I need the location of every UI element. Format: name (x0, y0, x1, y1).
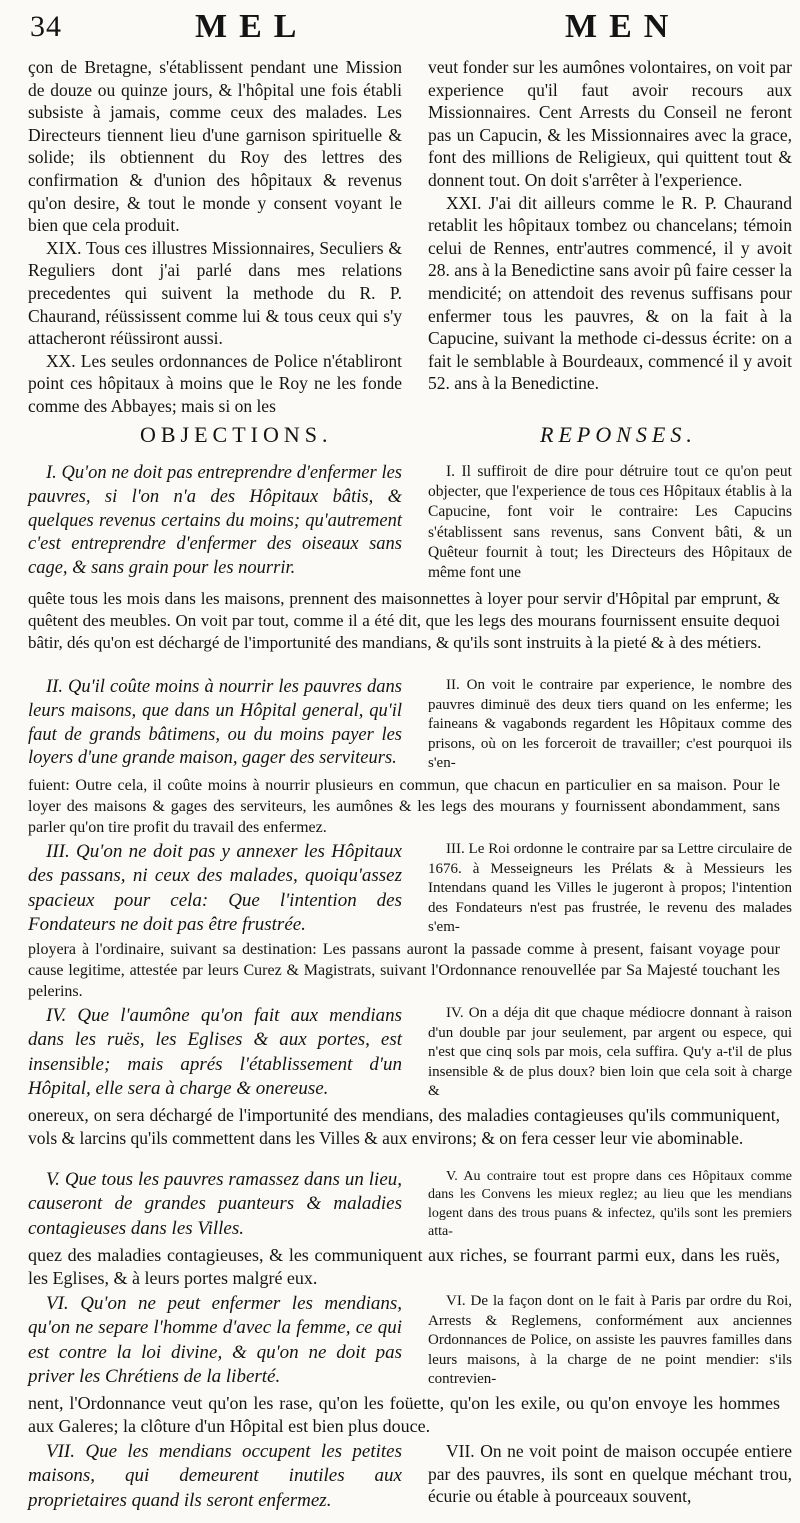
response-text: VII. On ne voit point de maison occupée entiere par des pauvres, ils sont en quelque méchant trou, écurie ou étable à pourceaux souvent, (428, 1441, 792, 1507)
response-text: quête tous les mois dans les maisons, prennent des maisonnettes à loyer pour servir d'Hôpital par emprunt, & quêtent des meubles. On voit par tout, comme il a été dit, que les legs des mourans fournissent ensuite dequoi bâtir, dés qu'on est déchargé de l'importunité des mandians, & qu'ils sont instruits à la pieté & à des métiers. (28, 589, 780, 652)
objection-1 (28, 462, 402, 581)
response-text: onereux, on sera déchargé de l'importunité des mendians, des maladies contagieuses qu'ils communiquent, vols & larcins qu'ils commettent dans les Villes & aux environs; & on fera cesser leur vie abominable. (28, 1105, 780, 1148)
paragraph-xix: XIX. Tous ces illustres Missionnaires, Seculiers & Reguliers dont j'ai parlé dans mes relations precedentes qui suivent la methode du R. P. Chaurand, réüssissent comme lui & tous ceux qui s'y attacheront réüssiront aussi. (28, 237, 402, 349)
paragraph-xxi: XXI. J'ai dit ailleurs comme le R. P. Chaurand retablit les hôpitaux tombez ou chancelans; témoin celui de Rennes, entr'autres commencé, il y avoit 28. ans à la Benedictine sans avoir pû faire cesser la mendicité; on attendoit des revenus suffisans pour enfermer tous les pauvres, & on la fait à la Capucine, suivant la methode ci-dessus écrite: on a fait le semblable à Bourdeaux, commencé il y avoit 52. ans à la Benedictine. (428, 192, 792, 394)
response-4-continued (28, 1104, 780, 1149)
response-2-continued (28, 776, 780, 838)
response-text: fuient: Outre cela, il coûte moins à nourrir plusieurs en commun, que chacun en particulier en sa maison. Pour le loyer des maisons & gages des serviteurs, les aumônes & les legs des mourans y fournissent abondamment, sans parler qu'on tire profit du travail des enfermez. (28, 777, 780, 836)
response-text: nent, l'Ordonnance veut qu'on les rase, qu'on les foüette, qu'on les exile, ou qu'on envoye les hommes aux Galeres; la clôture d'un Hôpital est bien plus douce. (28, 1393, 780, 1437)
objection-text: I. Qu'on ne doit pas entreprendre d'enfermer les pauvres, si l'on n'a des Hôpitaux bâtis, & quelques revenus certains du moins; qu'autrement c'est entreprendre d'enfermer des oiseaux sans cage, & sans grain pour les nourrir. (28, 463, 402, 579)
response-2 (428, 676, 792, 774)
response-text: IV. On a déja dit que chaque médiocre donnant à raison d'un double par jour seulement, par argent ou espece, qui n'est que cinq sols par mois, cela suffira. Qu'y a-t'il de plus insensible & de plus doux? bien loin que cela soit à charge & (428, 1005, 792, 1100)
response-1-continued (28, 588, 780, 654)
response-text: II. On voit le contraire par experience, le nombre des pauvres diminuë des deux tiers quand on les enferme; les faineans & vagabonds regardent les Hôpitaux comme des prisons, où on les forceroit de travailler; c'est pourquoi ils s'en- (428, 677, 792, 772)
objection-2 (28, 676, 402, 771)
page-header (20, 6, 780, 50)
response-text: V. Au contraire tout est propre dans ces Hôpitaux comme dans les Convens les mieux reglez; au lieu que les mendians logent dans des trous puans & infectez, qu'ils sont les premiers atta- (428, 1169, 792, 1240)
objection-7 (28, 1440, 402, 1513)
response-1 (428, 462, 792, 583)
response-4 (428, 1004, 792, 1102)
objections-heading: OBJECTIONS. (140, 422, 333, 447)
objection-text: III. Qu'on ne doit pas y annexer les Hôpitaux des passans, ni ceux des malades, quoiqu'assez spacieux pour cela: Que l'intention des Fondateurs ne doit pas être frustrée. (28, 841, 402, 936)
response-text: III. Le Roi ordonne le contraire par sa Lettre circulaire de 1676. à Messeigneurs les Prélats & à Messieurs les Intendans quand les Villes le jugeront à propos; l'intention des Fondateurs n'est pas frustrée, le revenu des malades s'em- (428, 841, 792, 936)
right-column-top (428, 56, 792, 395)
response-7 (428, 1440, 792, 1508)
reponses-heading: REPONSES. (540, 422, 697, 447)
paragraph-xx: XX. Les seules ordonnances de Police n'établiront point ces hôpitaux à moins que le Roy ne les fonde comme des Abbayes; mais si on les (28, 350, 402, 416)
paragraph: çon de Bretagne, s'établissent pendant une Mission de douze ou quinze jours, & l'hôpital une fois établi subsiste à jamais, comme ceux des malades. Les Directeurs tiennent lieu d'une garnison spirituelle & solide; ils obtiennent du Roy des lettres des confirmation & d'union des hôpitaux & revenus qu'on desire, & tout le monde y consent voyant le bien que cela produit. (28, 57, 402, 236)
objection-5 (28, 1168, 402, 1241)
response-6-continued (28, 1392, 780, 1438)
objection-6 (28, 1292, 402, 1390)
objection-3 (28, 840, 402, 938)
left-column-top (28, 56, 402, 418)
response-5-continued (28, 1244, 780, 1290)
objection-4 (28, 1004, 402, 1102)
right-running-head: MEN (565, 8, 681, 45)
objection-text: VII. Que les mendians occupent les petites maisons, qui demeurent inutiles aux proprietaires quand ils seront enfermez. (28, 1441, 402, 1511)
objection-text: II. Qu'il coûte moins à nourrir les pauvres dans leurs maisons, que dans un Hôpital general, qu'il faut de grands bâtimens, ou du moins payer les loyers d'une grande maison, gager des serviteurs. (28, 677, 402, 769)
objection-text: IV. Que l'aumône qu'on fait aux mendians dans les ruës, les Eglises & aux portes, est insensible; mais aprés l'établissement d'un Hôpital, elle sera à charge & onereuse. (28, 1005, 402, 1100)
left-running-head: MEL (195, 8, 309, 45)
paragraph: veut fonder sur les aumônes volontaires, on voit par experience qu'il faut avoir recours aux Missionnaires. Cent Arrests du Conseil ne feront pas un Capucin, & les Missionnaires avec la grace, font des millions de Religieux, qui quittent tout & donnent tout. On doit s'arrêter à l'experience. (428, 57, 792, 190)
response-3-continued (28, 940, 780, 1002)
response-3 (428, 840, 792, 938)
response-text: I. Il suffiroit de dire pour détruire tout ce qu'on peut objecter, que l'experience de tous ces Hôpitaux établis à la Capucine, font voir le contraire: Les Capucins s'établissent sans revenus, sans Convent bâti, & un Quêteur fournit à tout; les Directeurs des Hôpitaux de même font une (428, 463, 792, 582)
response-6 (428, 1292, 792, 1390)
response-5 (428, 1168, 792, 1242)
response-text: ployera à l'ordinaire, suivant sa destination: Les passans auront la passade comme à present, faisant voyage pour cause legitime, attestée par leurs Curez & Magistrats, suivant l'Ordonnance renouvellée par Sa Majesté touchant les pelerins. (28, 941, 780, 1000)
objection-text: VI. Qu'on ne peut enfermer les mendians, qu'on ne separe l'homme d'avec la femme, ce qui est contre la loi divine, & qu'on ne doit pas priver les Chrétiens de la liberté. (28, 1293, 402, 1388)
response-text: VI. De la façon dont on le fait à Paris par ordre du Roi, Arrests & Reglemens, conformément aux anciennes Ordonnances de Police, on assiste les pauvres familles dans leurs maisons, à la charge de ne point mendier: s'ils contrevien- (428, 1293, 792, 1388)
response-text: quez des maladies contagieuses, & les communiquent aux riches, se fourrant parmi eux, dans les ruës, les Eglises, & à leurs portes malgré eux. (28, 1245, 780, 1289)
objection-text: V. Que tous les pauvres ramassez dans un lieu, causeront de grandes puanteurs & maladies contagieuses dans les Villes. (28, 1169, 402, 1239)
page-number: 34 (30, 10, 62, 43)
